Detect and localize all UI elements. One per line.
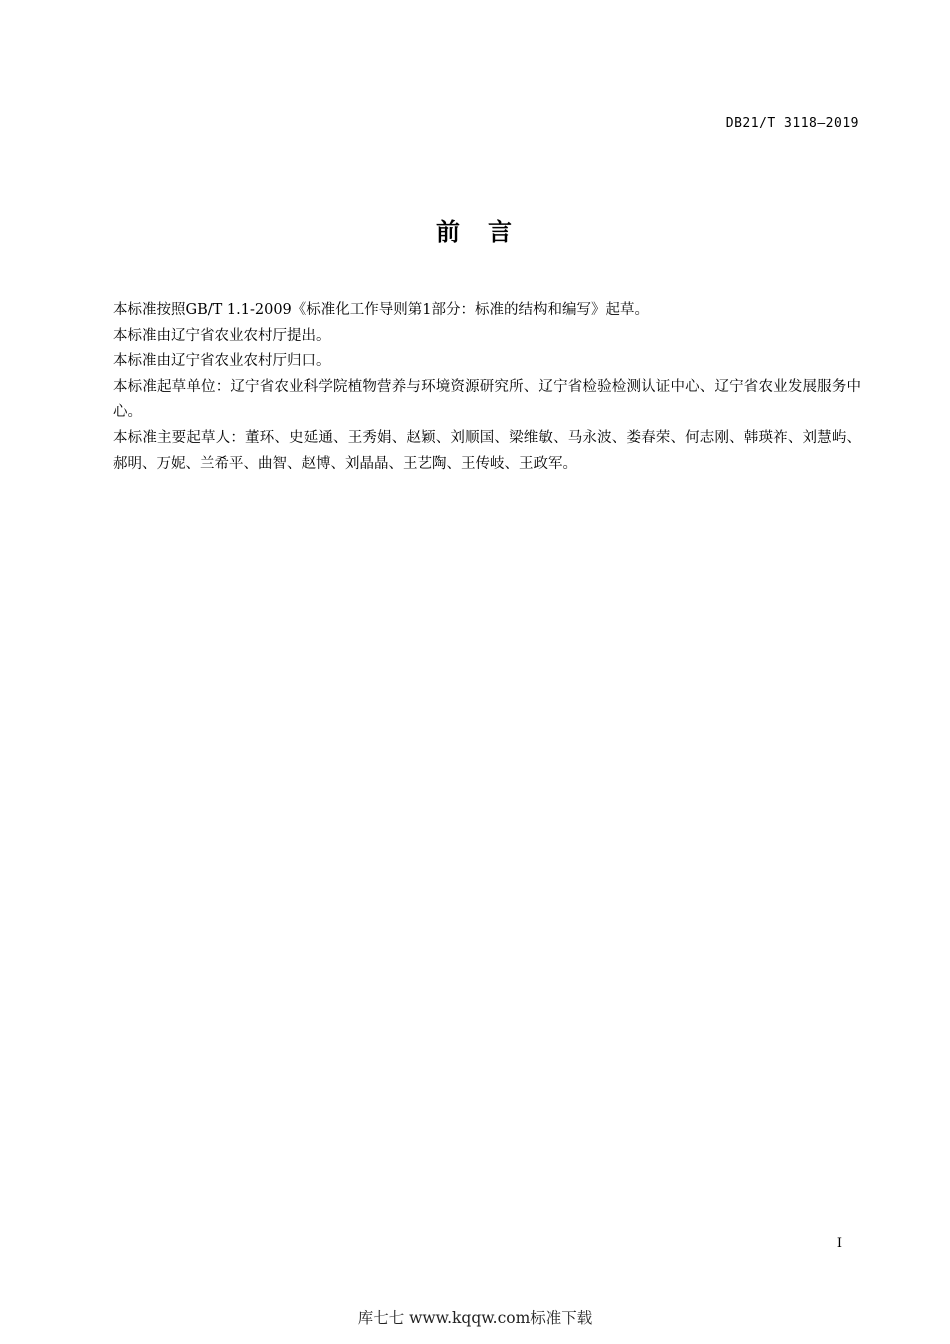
foreword-body [113,298,861,477]
paragraph-drafting-basis: 本标准按照GB/T 1.1-2009《标准化工作导则第1部分：标准的结构和编写》起草。 [113,302,649,318]
standard-code: DB21/T 3118—2019 [725,116,859,131]
paragraph-proposer: 本标准由辽宁省农业农村厅提出。 [113,327,331,344]
watermark-text: 库七七 www.kqqw.com标准下载 [357,1309,593,1327]
page-title: 前 言 [436,218,514,246]
paragraph-drafting-units: 本标准起草单位：辽宁省农业科学院植物营养与环境资源研究所、辽宁省检验检测认证中心、辽宁省农业发展服务中心。 [113,378,861,421]
paragraph-drafters: 本标准主要起草人：董环、史延通、王秀娟、赵颖、刘顺国、梁维敏、马永波、娄春荣、何志刚、韩瑛祚、刘慧屿、郝明、万妮、兰希平、曲智、赵博、刘晶晶、王艺陶、王传岐、王政军。 [113,429,861,472]
paragraph-administrator: 本标准由辽宁省农业农村厅归口。 [113,353,331,370]
page-number: I [836,1236,842,1251]
